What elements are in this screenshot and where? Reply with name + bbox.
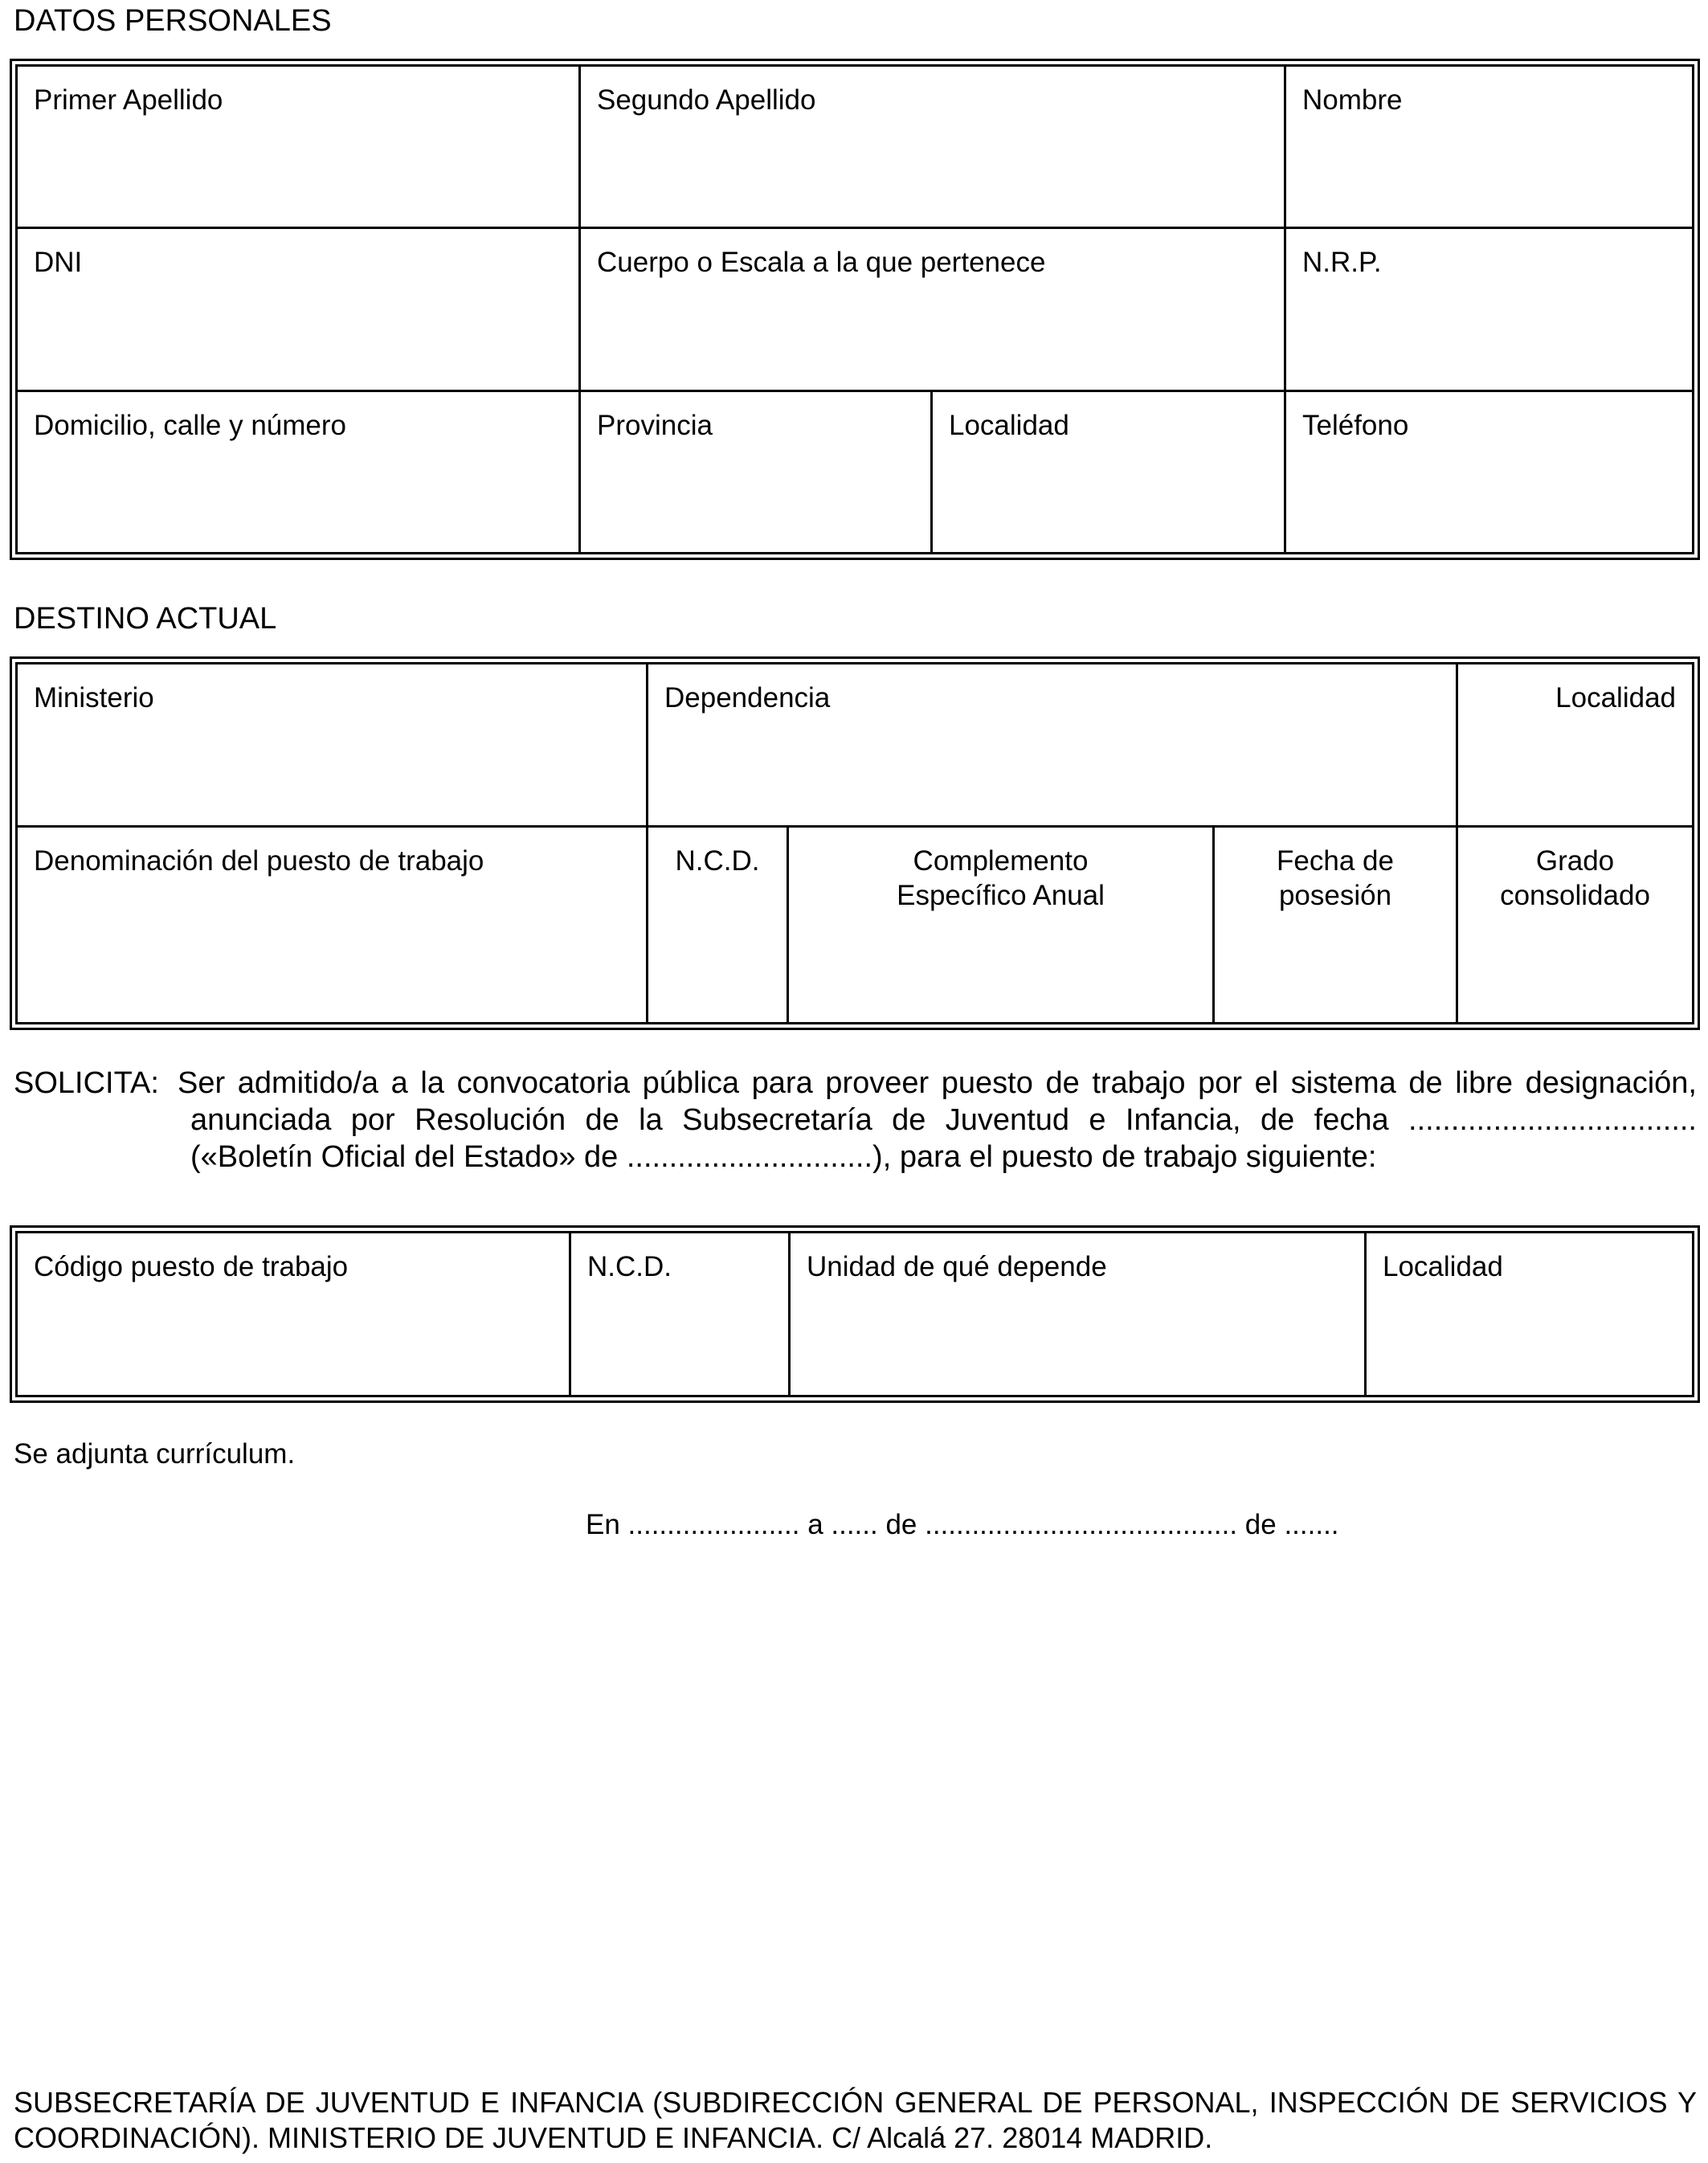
field-nrp[interactable] (1286, 229, 1692, 392)
field-label: N.C.D. (675, 845, 760, 877)
field-ncd-destino[interactable] (648, 828, 789, 1022)
field-label: Segundo Apellido (597, 84, 816, 116)
field-primer-apellido[interactable] (18, 67, 581, 229)
solicita-line-1: Ser admitido/a a la convocatoria pública para proveer puesto de trabajo por el sistema de libre designación, (178, 1066, 1697, 1100)
field-label: Nombre (1302, 84, 1403, 116)
field-complemento-especifico[interactable] (789, 828, 1215, 1022)
field-label-line: consolidado (1500, 880, 1650, 911)
section-heading-destino-actual: DESTINO ACTUAL (14, 602, 277, 636)
field-nombre[interactable] (1286, 67, 1692, 229)
field-label: Teléfono (1302, 410, 1409, 441)
field-label: DNI (34, 247, 83, 278)
field-label: Localidad (1383, 1251, 1503, 1282)
field-provincia[interactable] (581, 392, 933, 552)
footer-line-2: COORDINACIÓN). MINISTERIO DE JUVENTUD E INFANCIA. C/ Alcalá 27. 28014 MADRID. (14, 2121, 1213, 2154)
field-label-line: Específico Anual (897, 880, 1105, 911)
field-label: Cuerpo o Escala a la que pertenece (597, 247, 1046, 278)
field-label: Denominación del puesto de trabajo (34, 845, 484, 877)
field-dependencia[interactable] (648, 664, 1458, 828)
field-localidad-destino[interactable] (1458, 664, 1692, 828)
field-denominacion-puesto[interactable] (18, 828, 648, 1022)
field-label-line: Complemento (913, 845, 1089, 877)
field-label: Código puesto de trabajo (34, 1251, 349, 1282)
field-grado-consolidado[interactable] (1458, 828, 1692, 1022)
field-label: N.R.P. (1302, 247, 1382, 278)
field-label: Unidad de qué depende (807, 1251, 1107, 1282)
field-label-line: Fecha de (1277, 845, 1394, 877)
field-ncd-puesto[interactable] (571, 1233, 791, 1395)
destino-actual-table (10, 656, 1700, 1030)
field-dni[interactable] (18, 229, 581, 392)
field-label (1215, 844, 1456, 913)
field-domicilio[interactable] (18, 392, 581, 552)
field-localidad-puesto[interactable] (1367, 1233, 1692, 1395)
field-label (789, 844, 1212, 913)
section-heading-datos-personales: DATOS PERSONALES (14, 4, 332, 38)
field-label: Primer Apellido (34, 84, 223, 116)
footer-address (14, 2085, 1697, 2156)
field-label: Dependencia (664, 682, 831, 714)
datos-personales-table (10, 59, 1700, 560)
solicita-line-2: anunciada por Resolución de la Subsecretaría de Juventud e Infancia, de fecha .................................. (190, 1103, 1697, 1137)
solicita-line-3: («Boletín Oficial del Estado» de .............................), para el puesto de trabajo siguiente: (190, 1140, 1377, 1174)
field-cuerpo-escala[interactable] (581, 229, 1286, 392)
field-unidad-depende[interactable] (791, 1233, 1367, 1395)
field-ministerio[interactable] (18, 664, 648, 828)
field-label: Localidad (949, 410, 1069, 441)
field-label-line: posesión (1278, 880, 1392, 911)
field-label (1458, 844, 1692, 913)
field-label: Ministerio (34, 682, 154, 714)
field-label-line: Grado (1535, 845, 1615, 877)
footer-line-1: SUBSECRETARÍA DE JUVENTUD E INFANCIA (SUBDIRECCIÓN GENERAL DE PERSONAL, INSPECCIÓN DE SERVICIOS Y (14, 2086, 1697, 2119)
curriculum-note: Se adjunta currículum. (14, 1438, 296, 1470)
place-date-line: En ...................... a ...... de ........................................ de ....... (586, 1509, 1339, 1540)
puesto-solicitado-table (10, 1225, 1700, 1403)
field-fecha-posesion[interactable] (1215, 828, 1458, 1022)
field-localidad[interactable] (933, 392, 1286, 552)
field-segundo-apellido[interactable] (581, 67, 1286, 229)
field-label: Domicilio, calle y número (34, 410, 347, 441)
solicita-label: SOLICITA: (14, 1066, 159, 1100)
field-codigo-puesto[interactable] (18, 1233, 571, 1395)
field-label: N.C.D. (587, 1251, 672, 1282)
field-telefono[interactable] (1286, 392, 1692, 552)
field-label: Provincia (597, 410, 713, 441)
field-label: Localidad (1555, 682, 1676, 714)
